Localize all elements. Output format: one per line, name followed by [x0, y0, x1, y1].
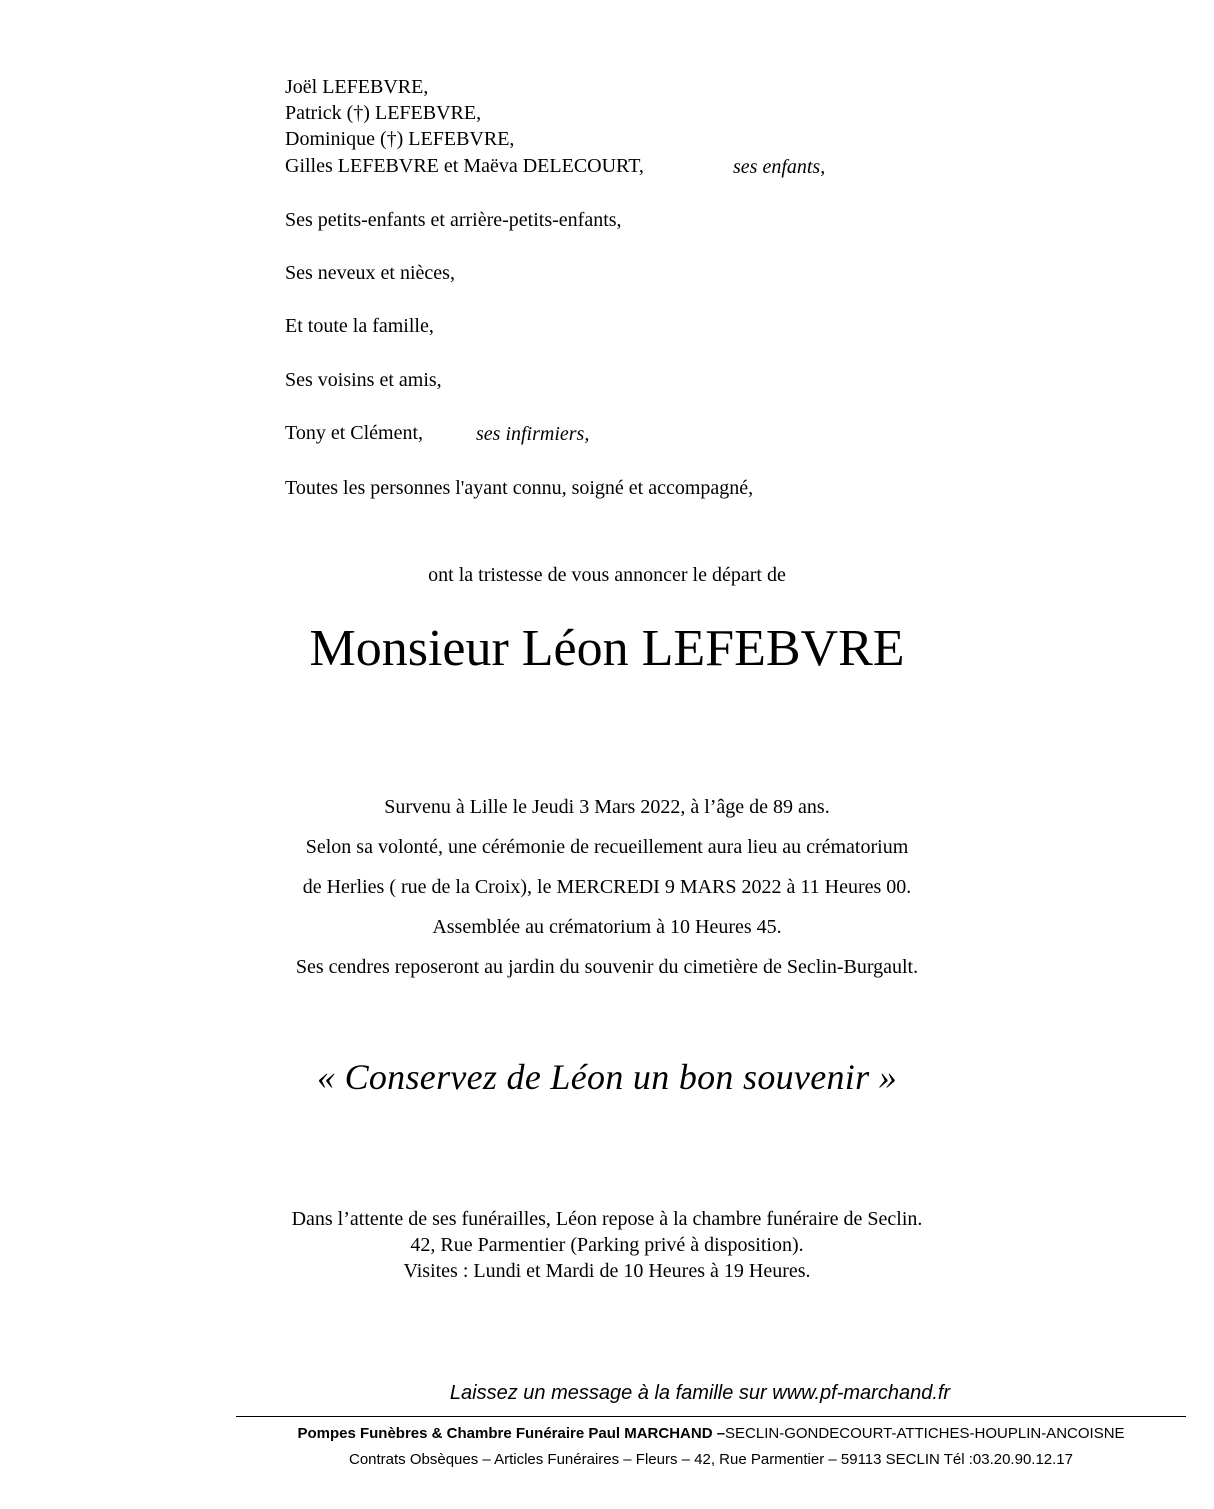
footer-divider: [236, 1416, 1186, 1417]
child-3: Dominique (†) LEFEBVRE,: [285, 128, 515, 150]
announcement-intro: ont la tristesse de vous annoncer le départ de: [428, 564, 786, 586]
footer-locations: SECLIN-GONDECOURT-ATTICHES-HOUPLIN-ANCOISNE: [725, 1425, 1125, 1442]
child-2: Patrick (†) LEFEBVRE,: [285, 102, 482, 124]
family-line: Et toute la famille,: [285, 315, 434, 337]
children-role: ses enfants,: [733, 156, 826, 178]
detail-line-1: Survenu à Lille le Jeudi 3 Mars 2022, à l’âge de 89 ans.: [384, 796, 830, 818]
detail-line-3: de Herlies ( rue de la Croix), le MERCREDI 9 MARS 2022 à 11 Heures 00.: [302, 876, 912, 898]
child-1: Joël LEFEBVRE,: [285, 76, 429, 98]
others-line: Toutes les personnes l'ayant connu, soigné et accompagné,: [285, 477, 754, 499]
detail-line-5: Ses cendres reposeront au jardin du souvenir du cimetière de Seclin-Burgault.: [295, 956, 919, 978]
child-4: Gilles LEFEBVRE et Maëva DELECOURT,: [285, 155, 644, 177]
rest-line-2: 42, Rue Parmentier (Parking privé à disposition).: [410, 1234, 804, 1256]
nurses-line: Tony et Clément,: [285, 422, 424, 444]
rest-line-3: Visites : Lundi et Mardi de 10 Heures à 19 Heures.: [403, 1260, 811, 1282]
deceased-name: Monsieur Léon LEFEBVRE: [309, 620, 905, 677]
nephews-line: Ses neveux et nièces,: [285, 262, 455, 284]
footer-company: Pompes Funèbres & Chambre Funéraire Paul MARCHAND –: [297, 1425, 726, 1442]
footer-company-line: [236, 1424, 1186, 1444]
footer-services: Contrats Obsèques – Articles Funéraires – Fleurs – 42, Rue Parmentier – 59113 SECLIN Tél :03.20.90.12.17: [348, 1451, 1073, 1468]
detail-line-4: Assemblée au crématorium à 10 Heures 45.: [432, 916, 782, 938]
grandchildren-line: Ses petits-enfants et arrière-petits-enfants,: [285, 209, 622, 231]
footer-message: Laissez un message à la famille sur www.pf-marchand.fr: [449, 1382, 951, 1404]
rest-line-1: Dans l’attente de ses funérailles, Léon repose à la chambre funéraire de Seclin.: [291, 1208, 923, 1230]
memorial-quote: « Conservez de Léon un bon souvenir »: [316, 1057, 898, 1097]
neighbours-line: Ses voisins et amis,: [285, 369, 442, 391]
detail-line-2: Selon sa volonté, une cérémonie de recueillement aura lieu au crématorium: [305, 836, 909, 858]
nurses-role: ses infirmiers,: [476, 423, 590, 445]
